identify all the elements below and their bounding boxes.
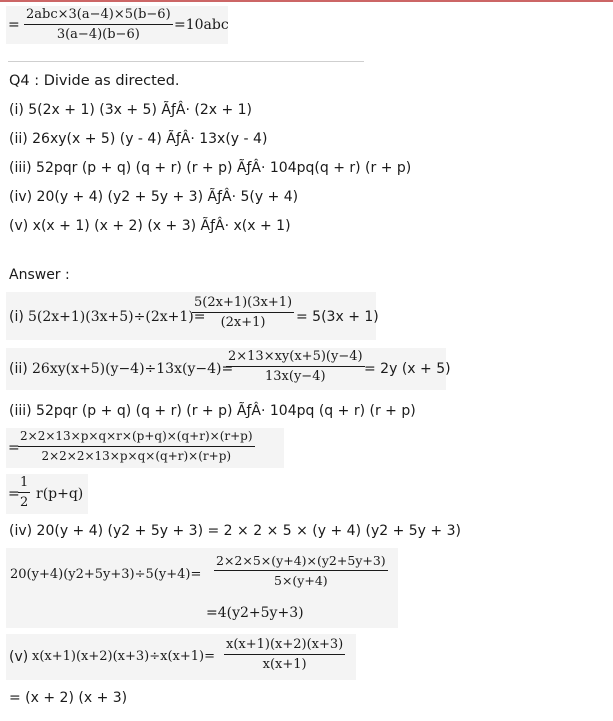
- answer-v-lhs: x(x+1)(x+2)(x+3)÷x(x+1)=: [32, 649, 216, 664]
- answer-iv-denominator: 5×(y+4): [274, 573, 328, 588]
- question-item-iii: (iii) 52pqr (p + q) (q + r) (r + p) ÃƒÂ· 104pq(q + r) (r + p): [9, 160, 412, 176]
- answer-v-denominator: x(x+1): [262, 657, 307, 672]
- answer-ii-numerator: 2×13×xy(x+5)(y−4): [226, 348, 365, 367]
- answer-i-lhs: 5(2x+1)(3x+5)÷(2x+1)=: [28, 309, 206, 325]
- answer-iii-half-den: 2: [20, 495, 29, 510]
- answer-iv-numerator: 2×2×5×(y+4)×(y2+5y+3): [214, 552, 388, 571]
- answer-ii: [6, 348, 451, 390]
- answer-iii-numerator: 2×2×13×p×q×r×(p+q)×(q+r)×(r+p): [18, 428, 255, 447]
- divider: [8, 61, 364, 62]
- answer-v-result: = (x + 2) (x + 3): [9, 690, 128, 706]
- answer-ii-label: (ii): [9, 361, 28, 377]
- answer-v: [6, 634, 356, 680]
- answer-i-fraction: [192, 294, 294, 331]
- top-numerator: 2abc×3(a−4)×5(b−6): [24, 6, 173, 25]
- answer-iv-fraction: [214, 552, 388, 589]
- answer-iv-result: =4(y2+5y+3): [206, 605, 304, 621]
- answer-ii-denominator: 13x(y−4): [265, 369, 326, 384]
- answer-i-denominator: (2x+1): [220, 315, 266, 330]
- top-fraction: [24, 6, 173, 43]
- answer-i: [6, 292, 379, 340]
- answer-i-result: = 5(3x + 1): [296, 309, 379, 325]
- answer-iii-result: r(p+q): [36, 486, 84, 502]
- answer-iii-half: [18, 474, 30, 511]
- answer-iv-lhs: 20(y+4)(y2+5y+3)÷5(y+4)=: [10, 567, 202, 582]
- question-item-iv: (iv) 20(y + 4) (y2 + 5y + 3) ÃƒÂ· 5(y + 4): [9, 189, 299, 205]
- top-result: =10abc: [174, 17, 229, 33]
- question-item-i: (i) 5(2x + 1) (3x + 5) ÃƒÂ· (2x + 1): [9, 102, 253, 118]
- top-denominator: 3(a−4)(b−6): [56, 27, 140, 42]
- answer-i-label: (i): [9, 309, 24, 325]
- top-expression: [6, 6, 228, 44]
- question-item-ii: (ii) 26xy(x + 5) (y - 4) ÃƒÂ· 13x(y - 4): [9, 131, 268, 147]
- answer-iv-line: (iv) 20(y + 4) (y2 + 5y + 3) = 2 × 2 × 5 × (y + 4) (y2 + 5y + 3): [9, 523, 461, 539]
- answer-iii-step2: [6, 474, 88, 514]
- answer-iv-work: [6, 548, 398, 628]
- answer-iii-line: (iii) 52pqr (p + q) (q + r) (r + p) ÃƒÂ· 104pq (q + r) (r + p): [9, 403, 416, 419]
- answer-i-numerator: 5(2x+1)(3x+1): [192, 294, 294, 313]
- answer-iii-step1: [6, 428, 284, 468]
- answer-iii-eq: =: [8, 440, 20, 456]
- top-eq: =: [8, 17, 20, 33]
- answer-heading: Answer :: [9, 267, 70, 283]
- question-item-v: (v) x(x + 1) (x + 2) (x + 3) ÃƒÂ· x(x + 1): [9, 218, 291, 234]
- answer-ii-lhs: 26xy(x+5)(y−4)÷13x(y−4)=: [32, 361, 234, 377]
- question-title: Q4 : Divide as directed.: [9, 73, 180, 89]
- answer-v-fraction: [224, 636, 345, 673]
- answer-iii-half-num: 1: [18, 474, 30, 493]
- answer-iii-denominator: 2×2×2×13×p×q×(q+r)×(r+p): [41, 449, 232, 463]
- answer-v-numerator: x(x+1)(x+2)(x+3): [224, 636, 345, 655]
- top-border: [0, 0, 613, 2]
- answer-iii-fraction: [18, 428, 255, 465]
- answer-ii-result: = 2y (x + 5): [364, 361, 451, 377]
- answer-iii-eq2: =: [8, 486, 20, 502]
- answer-ii-fraction: [226, 348, 365, 385]
- answer-v-label: (v): [9, 649, 29, 665]
